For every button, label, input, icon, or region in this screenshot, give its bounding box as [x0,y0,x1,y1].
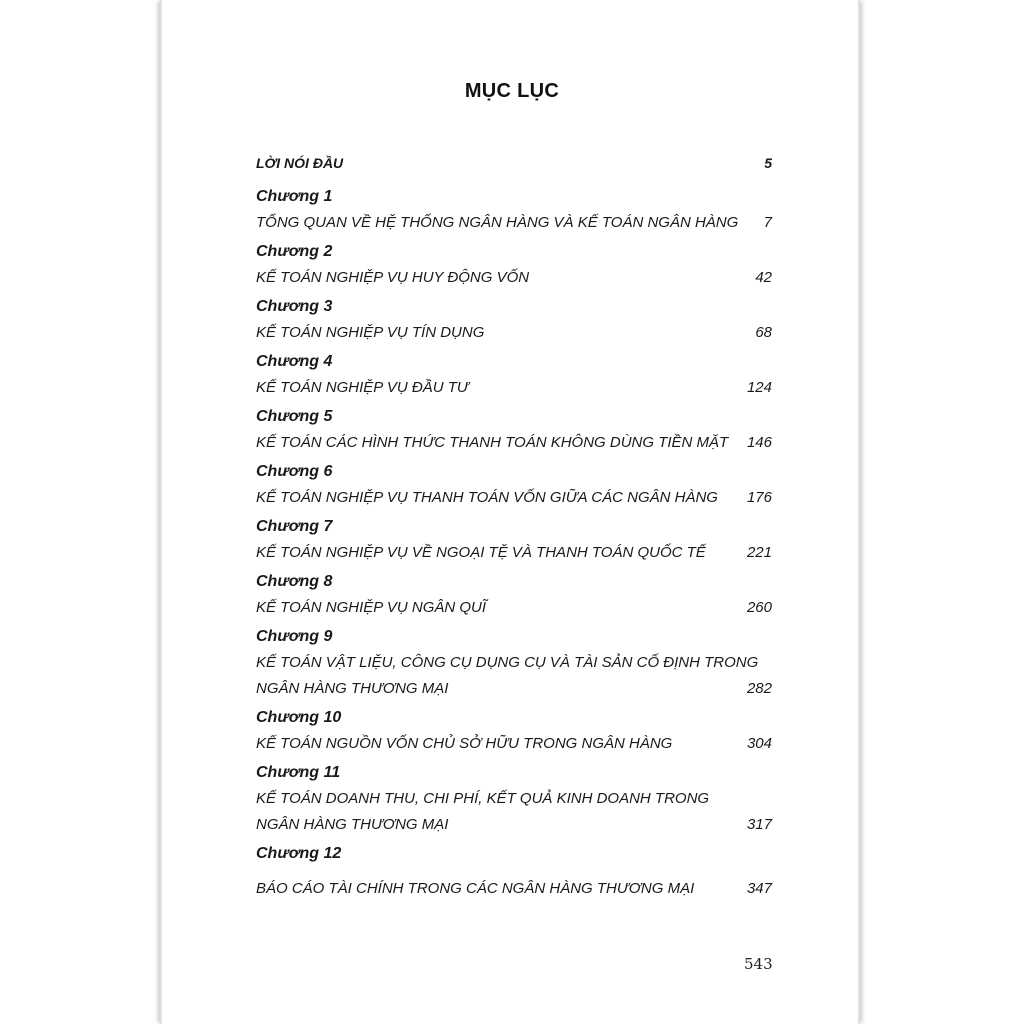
chapter-title: KẾ TOÁN CÁC HÌNH THỨC THANH TOÁN KHÔNG DÙNG TIỀN MẶT [256,434,729,451]
toc-entry-title: LỜI NÓI ĐẦU [256,155,344,171]
chapter-page: 347 [746,880,772,897]
chapter-title: NGÂN HÀNG THƯƠNG MẠI [256,816,449,833]
chapter-page: 7 [763,214,772,231]
chapter-page: 146 [746,434,772,451]
chapter-heading: Chương 6 [256,463,333,480]
chapter-title-line: KẾ TOÁN DOANH THU, CHI PHÍ, KẾT QUẢ KINH DOANH TRONG [256,790,710,807]
chapter-title: BÁO CÁO TÀI CHÍNH TRONG CÁC NGÂN HÀNG THƯƠNG MẠI [256,880,695,897]
chapter-heading: Chương 7 [256,518,333,535]
toc-entry [256,676,772,702]
toc-entry [256,876,772,902]
toc-entry-page: 5 [764,155,772,171]
toc-entry [256,485,772,511]
chapter-page: 42 [755,269,772,286]
chapter-heading: Chương 12 [256,845,342,862]
toc-entry [256,540,772,566]
toc-entry [256,812,772,838]
chapter-heading: Chương 9 [256,628,333,645]
chapter-title: KẾ TOÁN NGHIỆP VỤ ĐẦU TƯ [256,379,469,396]
chapter-title: NGÂN HÀNG THƯƠNG MẠI [256,680,449,697]
chapter-page: 124 [746,379,772,396]
chapter-title: KẾ TOÁN NGHIỆP VỤ NGÂN QUĨ [256,599,487,616]
chapter-title: TỔNG QUAN VỀ HỆ THỐNG NGÂN HÀNG VÀ KẾ TOÁN NGÂN HÀNG [256,214,739,231]
chapter-page: 317 [746,816,772,833]
page-number: 543 [744,955,773,973]
toc-entry [256,430,772,456]
toc-entry [256,265,772,291]
chapter-page: 221 [746,544,772,561]
chapter-heading: Chương 1 [256,188,333,205]
chapter-heading: Chương 3 [256,298,333,315]
table-of-contents [256,150,772,902]
chapter-page: 68 [755,324,772,341]
chapter-heading: Chương 11 [256,764,341,781]
chapter-page: 260 [746,599,772,616]
chapter-title: KẾ TOÁN NGHIỆP VỤ TÍN DỤNG [256,324,485,341]
chapter-title: KẾ TOÁN NGHIỆP VỤ THANH TOÁN VỐN GIỮA CÁC NGÂN HÀNG [256,489,718,506]
chapter-title: KẾ TOÁN NGHIỆP VỤ HUY ĐỘNG VỐN [256,269,530,286]
chapter-heading: Chương 5 [256,408,333,425]
chapter-heading: Chương 10 [256,709,342,726]
chapter-heading: Chương 2 [256,243,333,260]
toc-entry [256,375,772,401]
page-title: MỤC LỤC [464,80,560,102]
toc-entry [256,210,772,236]
chapter-heading: Chương 4 [256,353,333,370]
chapter-heading: Chương 8 [256,573,333,590]
book-page [160,0,860,1024]
toc-entry-intro [256,150,772,176]
chapter-page: 304 [746,735,772,752]
toc-entry [256,320,772,346]
chapter-page: 282 [746,680,772,697]
chapter-title: KẾ TOÁN NGUỒN VỐN CHỦ SỞ HỮU TRONG NGÂN HÀNG [256,735,673,752]
toc-entry [256,731,772,757]
chapter-title: KẾ TOÁN NGHIỆP VỤ VỀ NGOẠI TỆ VÀ THANH TOÁN QUỐC TẾ [256,544,706,561]
toc-entry [256,595,772,621]
chapter-title-line: KẾ TOÁN VẬT LIỆU, CÔNG CỤ DỤNG CỤ VÀ TÀI SẢN CỐ ĐỊNH TRONG [256,654,759,671]
chapter-page: 176 [746,489,772,506]
